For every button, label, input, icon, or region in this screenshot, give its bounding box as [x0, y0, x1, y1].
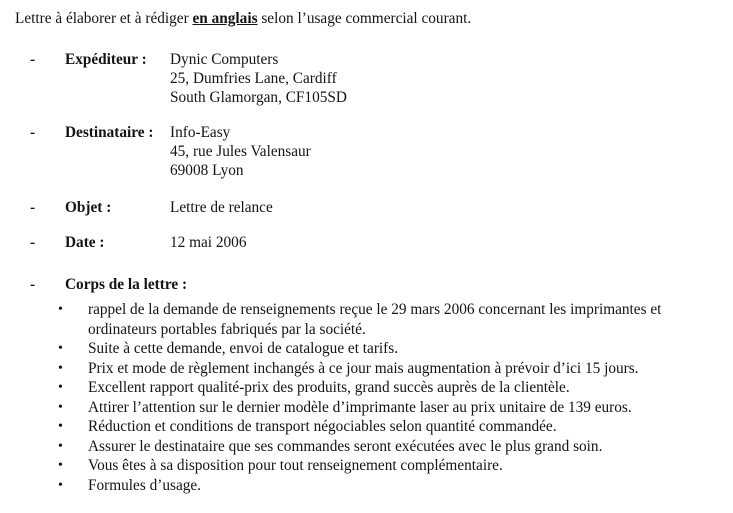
date-value: 12 mai 2006 — [170, 234, 247, 251]
dash-marker: - — [30, 124, 36, 141]
list-item — [15, 417, 713, 437]
list-item — [15, 476, 713, 496]
intro-text-before: Lettre à élaborer et à rédiger — [15, 10, 193, 27]
dash-marker: - — [30, 276, 36, 293]
field-value-date — [170, 233, 713, 252]
field-value-objet — [170, 198, 713, 217]
letter-body-bullet-list — [15, 300, 713, 495]
field-value-expediteur — [170, 50, 713, 107]
bullet-item-text: Formules d’usage. — [88, 476, 202, 494]
bullet-marker: • — [58, 419, 63, 434]
bullet-item-text: Suite à cette demande, envoi de catalogue et tarifs. — [88, 340, 399, 357]
list-item — [15, 378, 713, 398]
field-value-destinataire — [170, 123, 713, 180]
recipient-address-line-1: 45, rue Jules Valensaur — [170, 143, 311, 160]
intro-line — [15, 9, 713, 28]
bullet-marker: • — [58, 458, 63, 473]
dash-marker: - — [30, 234, 36, 251]
field-row-corps — [15, 275, 713, 294]
bullet-marker: • — [58, 341, 63, 356]
sender-address-line-1: 25, Dumfries Lane, Cardiff — [170, 70, 337, 87]
subject-value: Lettre de relance — [170, 199, 273, 216]
field-label-objet: Objet : — [65, 199, 112, 216]
bullet-marker: • — [58, 477, 63, 493]
list-item — [15, 339, 713, 359]
recipient-address-line-2: 69008 Lyon — [170, 162, 244, 179]
list-item — [15, 300, 713, 339]
field-row-destinataire — [15, 123, 713, 180]
dash-marker: - — [30, 199, 36, 216]
bullet-item-text: Réduction et conditions de transport négociables selon quantité commandée. — [88, 418, 557, 435]
bullet-marker: • — [58, 380, 63, 395]
intro-text-after: selon l’usage commercial courant. — [257, 10, 472, 27]
list-item — [15, 437, 713, 457]
bullet-item-text: Vous êtes à sa disposition pour tout renseignement complémentaire. — [88, 457, 503, 474]
bullet-item-text: rappel de la demande de renseignements reçue le 29 mars 2006 concernant les imprimantes et ordinateurs portables fabriqués par la société. — [88, 301, 662, 338]
bullet-item-text: Prix et mode de règlement inchangés à ce jour mais augmentation à prévoir d’ici 15 jours. — [88, 359, 639, 377]
list-item — [15, 359, 713, 379]
bullet-marker: • — [58, 302, 63, 317]
bullet-marker: • — [58, 399, 63, 415]
list-item — [15, 398, 713, 418]
bullet-marker: • — [58, 360, 63, 376]
field-label-destinataire: Destinataire : — [65, 124, 154, 141]
intro-emphasis: en anglais — [192, 10, 258, 27]
bullet-item-text: Attirer l’attention sur le dernier modèle d’imprimante laser au prix unitaire de 139 euros. — [88, 398, 632, 416]
bullet-item-text: Assurer le destinataire que ses commandes seront exécutées avec le plus grand soin. — [88, 437, 603, 455]
list-item — [15, 456, 713, 476]
field-label-expediteur: Expéditeur : — [65, 51, 147, 68]
sender-address-line-2: South Glamorgan, CF105SD — [170, 89, 347, 106]
sender-name: Dynic Computers — [170, 51, 279, 68]
field-row-expediteur — [15, 50, 713, 107]
field-label-date: Date : — [65, 234, 105, 251]
field-row-objet — [15, 198, 713, 217]
field-label-corps: Corps de la lettre : — [65, 276, 188, 293]
bullet-marker: • — [58, 438, 63, 454]
field-row-date — [15, 233, 713, 252]
recipient-name: Info-Easy — [170, 124, 231, 141]
bullet-item-text: Excellent rapport qualité-prix des produits, grand succès auprès de la clientèle. — [88, 379, 570, 396]
dash-marker: - — [30, 51, 36, 68]
